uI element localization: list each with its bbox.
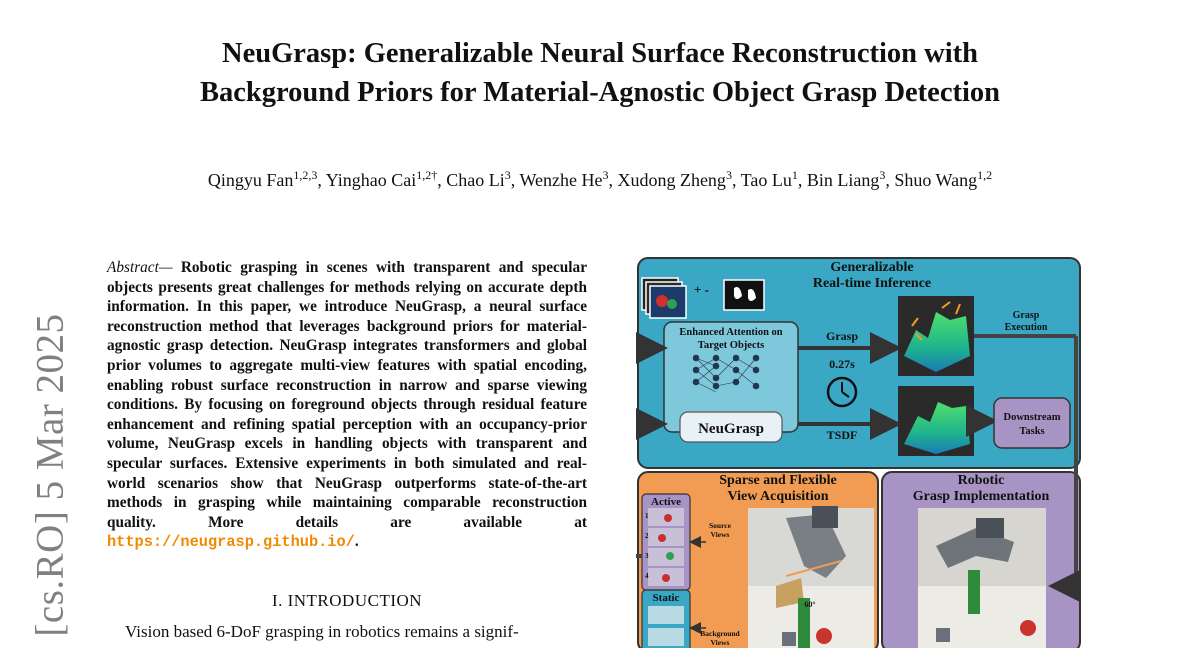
author-separator: , (437, 170, 447, 190)
attention-label-2: Target Objects (697, 340, 765, 351)
intro-paragraph: Vision based 6-DoF grasping in robotics remains a signif- (125, 622, 519, 641)
background-views-label-1: Background (700, 629, 740, 638)
author-name: Qingyu Fan (207, 170, 294, 190)
time-label: 0.27s (829, 357, 855, 371)
view-number-4: 4 (645, 572, 649, 580)
author-affiliation: 3 (504, 168, 511, 182)
view-number-3: 3 (645, 552, 649, 560)
view-number-1: 1 (645, 512, 649, 520)
downstream-label-2: Tasks (1019, 426, 1045, 437)
abstract-end: . (354, 533, 359, 551)
overview-figure (636, 256, 1082, 648)
downstream-box (994, 398, 1070, 448)
grasp-mesh-image (898, 296, 974, 376)
author-affiliation: 3 (602, 168, 609, 182)
abstract-dash: — (158, 259, 173, 276)
author-separator: , (510, 170, 520, 190)
robot-grasp-photo (918, 508, 1046, 648)
view-acquisition-title-2: View Acquisition (727, 489, 829, 504)
static-label: Static (652, 592, 680, 604)
author-name: Shuo Wang (894, 170, 978, 190)
author-separator: , (731, 170, 741, 190)
view-number-2: 2 (645, 532, 649, 540)
plus-minus-label: + - (694, 282, 709, 297)
arxiv-stamp: [cs.RO] 5 Mar 2025 (28, 313, 72, 637)
title-line-1: NeuGrasp: Generalizable Neural Surface Reconstruction with (222, 38, 978, 69)
abstract (107, 258, 587, 553)
grasp-implementation-title-2: Grasp Implementation (912, 489, 1050, 504)
author-affiliation: 1,2† (416, 168, 438, 182)
title-line-2: Background Priors for Material-Agnostic Object Grasp Detection (200, 77, 1000, 108)
author-name: Xudong Zheng (617, 170, 726, 190)
author-affiliation: 3 (725, 168, 732, 182)
downstream-label-1: Downstream (1003, 412, 1061, 423)
execution-label-1: Grasp (1012, 310, 1040, 321)
abstract-label: Abstract (107, 259, 159, 276)
tsdf-mesh-image (898, 386, 974, 456)
background-views-label-2: Views (710, 638, 730, 647)
author-separator: , (797, 170, 807, 190)
execution-label-2: Execution (1004, 322, 1048, 333)
grasp-implementation-title-1: Robotic (957, 473, 1005, 488)
source-views-label-2: Views (710, 530, 730, 539)
view-acquisition-title-1: Sparse and Flexible (719, 473, 837, 488)
author-name: Yinghao Cai (325, 170, 417, 190)
abstract-body: Robotic grasping in scenes with transparent and specular objects presents great challenges for methods relying on accurate depth information. In this paper, we introduce NeuGrasp, a neural surface reconstruction method that leverages background priors for material-agnostic grasp detection. NeuGrasp integrates transformers and global prior volumes to aggregate multi-view features with spatial encoding, enabling robust surface reconstruction in narrow and sparse viewing conditions. By focusing on foreground objects through residual feature enhancement and refining spatial perception with an occupancy-prior volume, NeuGrasp excels in handling objects with transparent and specular surfaces. Extensive experiments in both simulated and real-world scenarios show that NeuGrasp outperforms state-of-the-art methods in grasping while maintaining comparable reconstruction quality. More details are available at (107, 259, 587, 531)
active-label: Active (651, 496, 681, 508)
robot-view-photo (748, 506, 874, 648)
tsdf-label: TSDF (826, 428, 858, 442)
inference-title-1: Generalizable (830, 260, 914, 275)
author-affiliation: 1 (791, 168, 798, 182)
author-separator: , (317, 170, 326, 190)
inference-title-2: Real-time Inference (812, 276, 932, 291)
author-name: Bin Liang (806, 170, 880, 190)
neugrasp-label: NeuGrasp (698, 421, 764, 437)
author-affiliation: 1,2,3 (293, 168, 318, 182)
grasp-label: Grasp (825, 329, 859, 343)
author-affiliation: 3 (879, 168, 886, 182)
section-heading: I. INTRODUCTION (271, 591, 423, 610)
author-separator: , (608, 170, 618, 190)
author-name: Chao Li (446, 170, 505, 190)
static-view-thumbnail-2 (648, 628, 684, 646)
author-name: Wenzhe He (519, 170, 603, 190)
paper-title (0, 34, 1200, 112)
source-views-label-1: Source (709, 521, 731, 530)
project-link[interactable]: https://neugrasp.github.io/ (107, 533, 355, 552)
angle-label: 60° (804, 600, 816, 609)
author-name: Tao Lu (740, 170, 792, 190)
author-separator: , (885, 170, 895, 190)
overview-figure-svg (636, 256, 1082, 648)
author-affiliation: 1,2 (977, 168, 993, 182)
static-view-thumbnail-1 (648, 606, 684, 624)
attention-label-1: Enhanced Attention on (679, 327, 783, 338)
author-list (0, 168, 1200, 191)
